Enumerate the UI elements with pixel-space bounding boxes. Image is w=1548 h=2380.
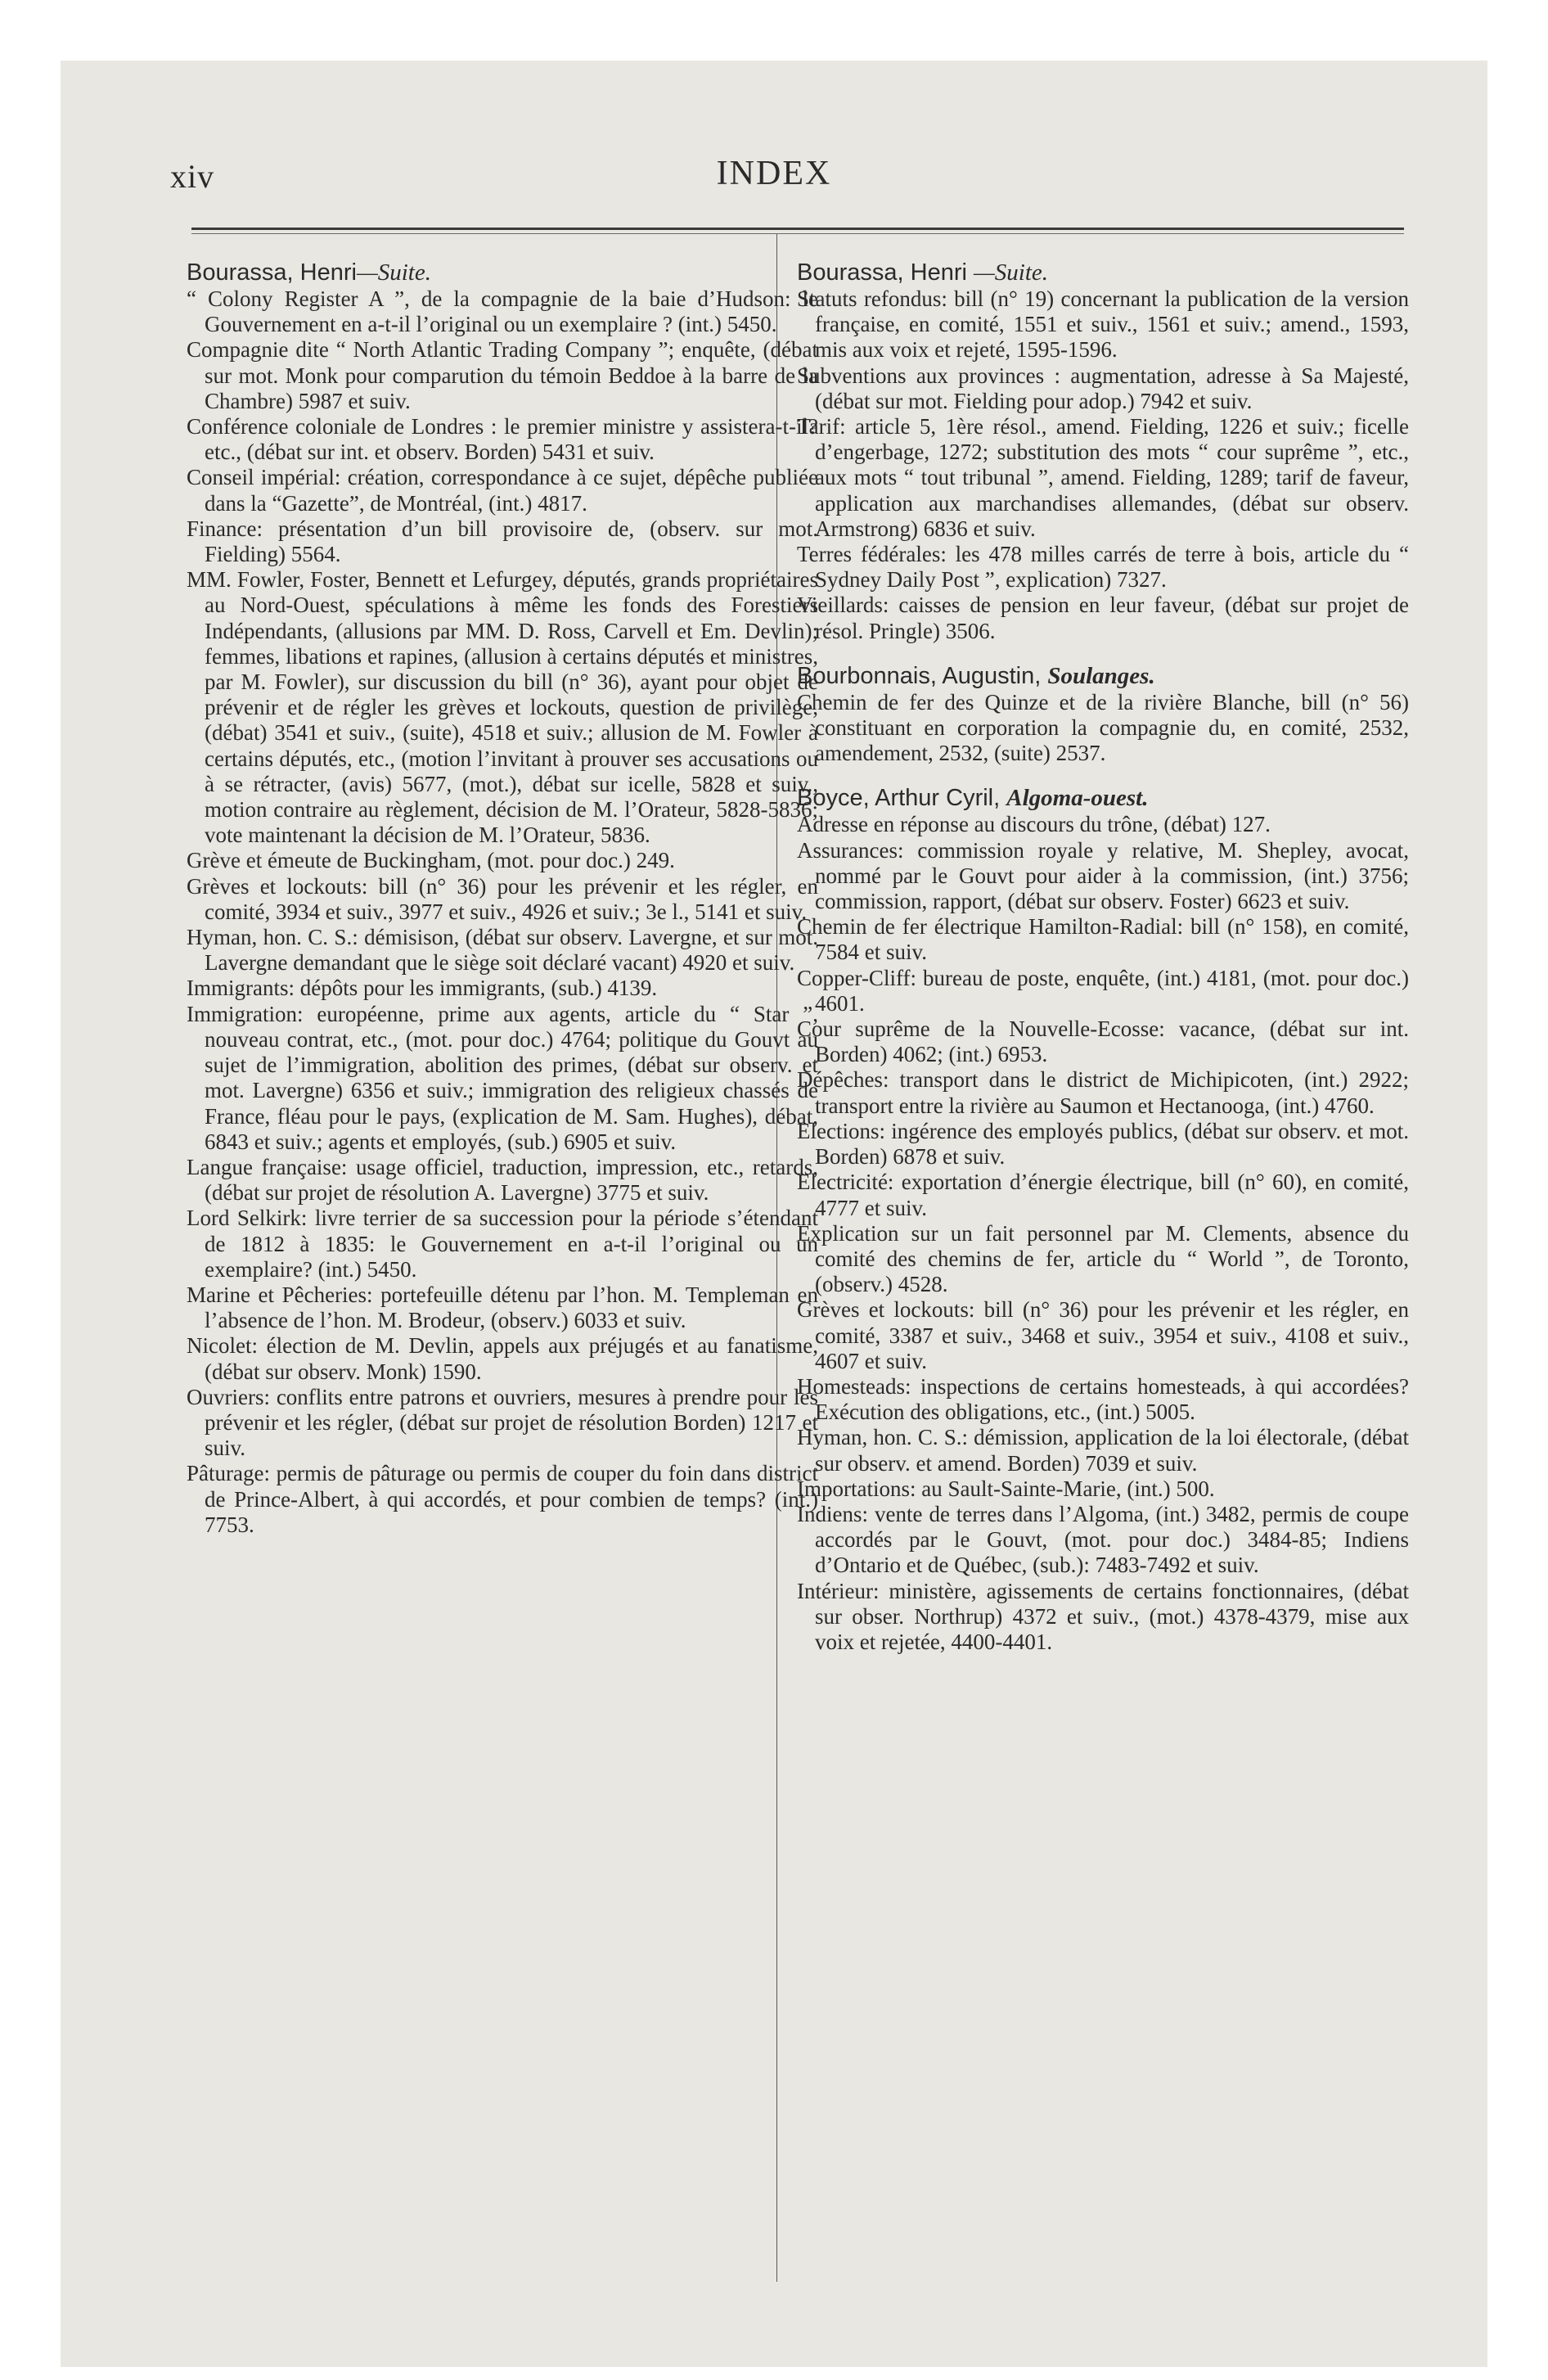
section-list xyxy=(797,259,1409,1655)
index-entry: Conseil impérial: création, correspondance à ce sujet, dépêche publiée dans la “Gazette”, de Montréal, (int.) 4817. xyxy=(187,465,818,516)
index-entry: Adresse en réponse au discours du trône, (débat) 127. xyxy=(797,812,1271,837)
index-entry: Grève et émeute de Buckingham, (mot. pour doc.) 249. xyxy=(187,848,675,873)
heading-suffix: —Suite. xyxy=(974,259,1049,286)
page-number: xiv xyxy=(170,158,215,195)
index-entry: Dépêches: transport dans le district de Michipicoten, (int.) 2922; transport entre la rivière au Saumon et Hectanooga, (int.) 4760. xyxy=(797,1067,1409,1118)
heading-riding: Algoma-ouest. xyxy=(1006,785,1149,812)
index-entry: Lord Selkirk: livre terrier de sa succession pour la période s’étendant de 1812 à 1835: le Gouvernement en a-t-il l’original ou un exemplaire? (int.) 5450. xyxy=(187,1206,818,1282)
index-heading xyxy=(187,259,818,286)
index-entry: Electricité: exportation d’énergie électrique, bill (n° 60), en comité, 4777 et suiv. xyxy=(797,1170,1409,1220)
index-entry: Intérieur: ministère, agissements de certains fonctionnaires, (débat sur obser. Northrup) 4372 et suiv., (mot.) 4378-4379, mise aux voix et rejetée, 4400-4401. xyxy=(797,1578,1409,1654)
index-entry: Cour suprême de la Nouvelle-Ecosse: vacance, (débat sur int. Borden) 4062; (int.) 6953. xyxy=(797,1016,1409,1067)
index-entry: Nicolet: élection de M. Devlin, appels aux préjugés et au fanatisme, (débat sur observ. Monk) 1590. xyxy=(187,1333,818,1384)
header-rule xyxy=(191,228,1404,230)
index-entry: Chemin de fer électrique Hamilton-Radial: bill (n° 158), en comité, 7584 et suiv. xyxy=(797,914,1409,965)
index-entry: Explication sur un fait personnel par M. Clements, absence du comité des chemins de fer, article du “ World ”, de Toronto, (observ.) 4528. xyxy=(797,1220,1409,1297)
page-title: INDEX xyxy=(716,155,832,192)
index-heading xyxy=(797,662,1409,690)
entry-list xyxy=(187,286,818,1538)
index-entry: Immigrants: dépôts pour les immigrants, (sub.) 4139. xyxy=(187,976,658,1001)
index-entry: Copper-Cliff: bureau de poste, enquête, (int.) 4181, (mot. pour doc.) 4601. xyxy=(797,965,1409,1016)
index-entry: Tarif: article 5, 1ère résol., amend. Fielding, 1226 et suiv.; ficelle d’engerbage, 1272; substitution des mots “ cour suprême ”, etc., aux mots “ tout tribunal ”, amend. Fielding, 1289; tarif de faveur, application aux marchandises allemandes, (débat sur observ. Armstrong) 6836 et suiv. xyxy=(797,414,1409,541)
index-entry: Compagnie dite “ North Atlantic Trading Company ”; enquête, (débat sur mot. Monk pour comparution du témoin Beddoe à la barre de la Chambre) 5987 et suiv. xyxy=(187,337,818,413)
index-entry: Vieillards: caisses de pension en leur faveur, (débat sur projet de résol. Pringle) 3506. xyxy=(797,593,1409,643)
index-heading xyxy=(797,259,1409,286)
index-entry: Pâturage: permis de pâturage ou permis de couper du foin dans district de Prince-Albert, à qui accordés, et pour combien de temps? (int.) 7753. xyxy=(187,1461,818,1537)
index-entry: Conférence coloniale de Londres : le premier ministre y assistera-t-il? etc., (débat sur int. et observ. Borden) 5431 et suiv. xyxy=(187,414,818,465)
index-entry: Immigration: européenne, prime aux agents, article du “ Star ”, nouveau contrat, etc., (mot. pour doc.) 4764; politique du Gouvt au sujet de l’immigration, abolition des primes, (débat sur observ. et mot. Lavergne) 6356 et suiv.; immigration des religieux chassés de France, fléau pour le pays, (explication de M. Sam. Hughes), débat, 6843 et suiv.; agents et employés, (sub.) 6905 et suiv. xyxy=(187,1001,818,1154)
index-entry: MM. Fowler, Foster, Bennett et Lefurgey, députés, grands propriétaires au Nord-Ouest, spéculations à même les fonds des Forestiers Indépendants, (allusions par MM. D. Ross, Carvell et Em. Devlin); femmes, libations et rapines, (allusion à certains députés et ministres, par M. Fowler), sur discussion du bill (n° 36), ayant pour objet de prévenir et de régler les grèves et lockouts, question de privilège, (débat) 3541 et suiv., (suite), 4518 et suiv.; allusion de M. Fowler à certains députés, etc., (motion l’invitant à prouver ses accusations ou à se rétracter, (avis) 5677, (mot.), débat sur icelle, 5828 et suiv., motion contraire au règlement, décision de M. l’Orateur, 5828-5836; vote maintenant la décision de M. l’Orateur, 5836. xyxy=(187,567,818,848)
index-entry: “ Colony Register A ”, de la compagnie de la baie d’Hudson: le Gouvernement en a-t-il l’original ou un exemplaire ? (int.) 5450. xyxy=(187,286,818,337)
heading-name: Bourbonnais, Augustin, xyxy=(797,662,1042,689)
index-entry: Statuts refondus: bill (n° 19) concernant la publication de la version française, en comité, 1551 et suiv., 1561 et suiv.; amend., 1593, mis aux voix et rejeté, 1595-1596. xyxy=(797,286,1409,363)
heading-riding: Soulanges. xyxy=(1047,662,1155,689)
index-page xyxy=(61,61,1487,2367)
index-entry: Langue française: usage officiel, traduction, impression, etc., retards, (débat sur projet de résolution A. Lavergne) 3775 et suiv. xyxy=(187,1154,818,1206)
index-entry: Terres fédérales: les 478 milles carrés de terre à bois, article du “ Sydney Daily Post ”, explication) 7327. xyxy=(797,542,1409,593)
index-entry: Grèves et lockouts: bill (n° 36) pour les prévenir et les régler, en comité, 3934 et suiv., 3977 et suiv., 4926 et suiv.; 3e l., 5141 et suiv. xyxy=(187,873,818,924)
left-column xyxy=(187,259,818,1538)
index-entry: Elections: ingérence des employés publics, (débat sur observ. et mot. Borden) 6878 et suiv. xyxy=(797,1118,1409,1170)
index-entry: Finance: présentation d’un bill provisoire de, (observ. sur mot. Fielding) 5564. xyxy=(187,516,818,567)
index-entry: Assurances: commission royale y relative, M. Shepley, avocat, nommé par le Gouvt pour aider à la commission, (int.) 3756; commission, rapport, (débat sur observ. Foster) 6623 et suiv. xyxy=(797,837,1409,914)
index-entry: Hyman, hon. C. S.: démission, application de la loi électorale, (débat sur observ. et amend. Borden) 7039 et suiv. xyxy=(797,1425,1409,1476)
index-entry: Grèves et lockouts: bill (n° 36) pour les prévenir et les régler, en comité, 3387 et suiv., 3468 et suiv., 3954 et suiv., 4108 et suiv., 4607 et suiv. xyxy=(797,1297,1409,1373)
index-entry: Marine et Pêcheries: portefeuille détenu par l’hon. M. Templeman en l’absence de l’hon. M. Brodeur, (observ.) 6033 et suiv. xyxy=(187,1282,818,1333)
index-entry: Importations: au Sault-Sainte-Marie, (int.) 500. xyxy=(797,1476,1215,1501)
index-entry: Chemin de fer des Quinze et de la rivière Blanche, bill (n° 56) constituant en corporation la compagnie du, en comité, 2532, amendement, 2532, (suite) 2537. xyxy=(797,689,1409,766)
heading-suffix: —Suite. xyxy=(356,259,431,286)
heading-name: Bourassa, Henri xyxy=(187,259,357,286)
heading-name: Bourassa, Henri xyxy=(797,259,967,286)
header-rule-thin xyxy=(191,233,1404,234)
index-entry: Subventions aux provinces : augmentation, adresse à Sa Majesté, (débat sur mot. Fielding pour adop.) 7942 et suiv. xyxy=(797,363,1409,413)
heading-name: Boyce, Arthur Cyril, xyxy=(797,785,1001,812)
index-entry: Ouvriers: conflits entre patrons et ouvriers, mesures à prendre pour les prévenir et les régler, (débat sur projet de résolution Borden) 1217 et suiv. xyxy=(187,1384,818,1461)
index-entry: Hyman, hon. C. S.: démisison, (débat sur observ. Lavergne, et sur mot. Lavergne demandant que le siège soit déclaré vacant) 4920 et suiv. xyxy=(187,925,818,976)
index-entry: Homesteads: inspections de certains homesteads, à qui accordées? Exécution des obligations, etc., (int.) 5005. xyxy=(797,1373,1409,1425)
right-column xyxy=(797,259,1409,1655)
index-heading xyxy=(797,784,1409,812)
index-entry: Indiens: vente de terres dans l’Algoma, (int.) 3482, permis de coupe accordés par le Gouvt, (mot. pour doc.) 3484-85; Indiens d’Ontario et de Québec, (sub.): 7483-7492 et suiv. xyxy=(797,1501,1409,1578)
